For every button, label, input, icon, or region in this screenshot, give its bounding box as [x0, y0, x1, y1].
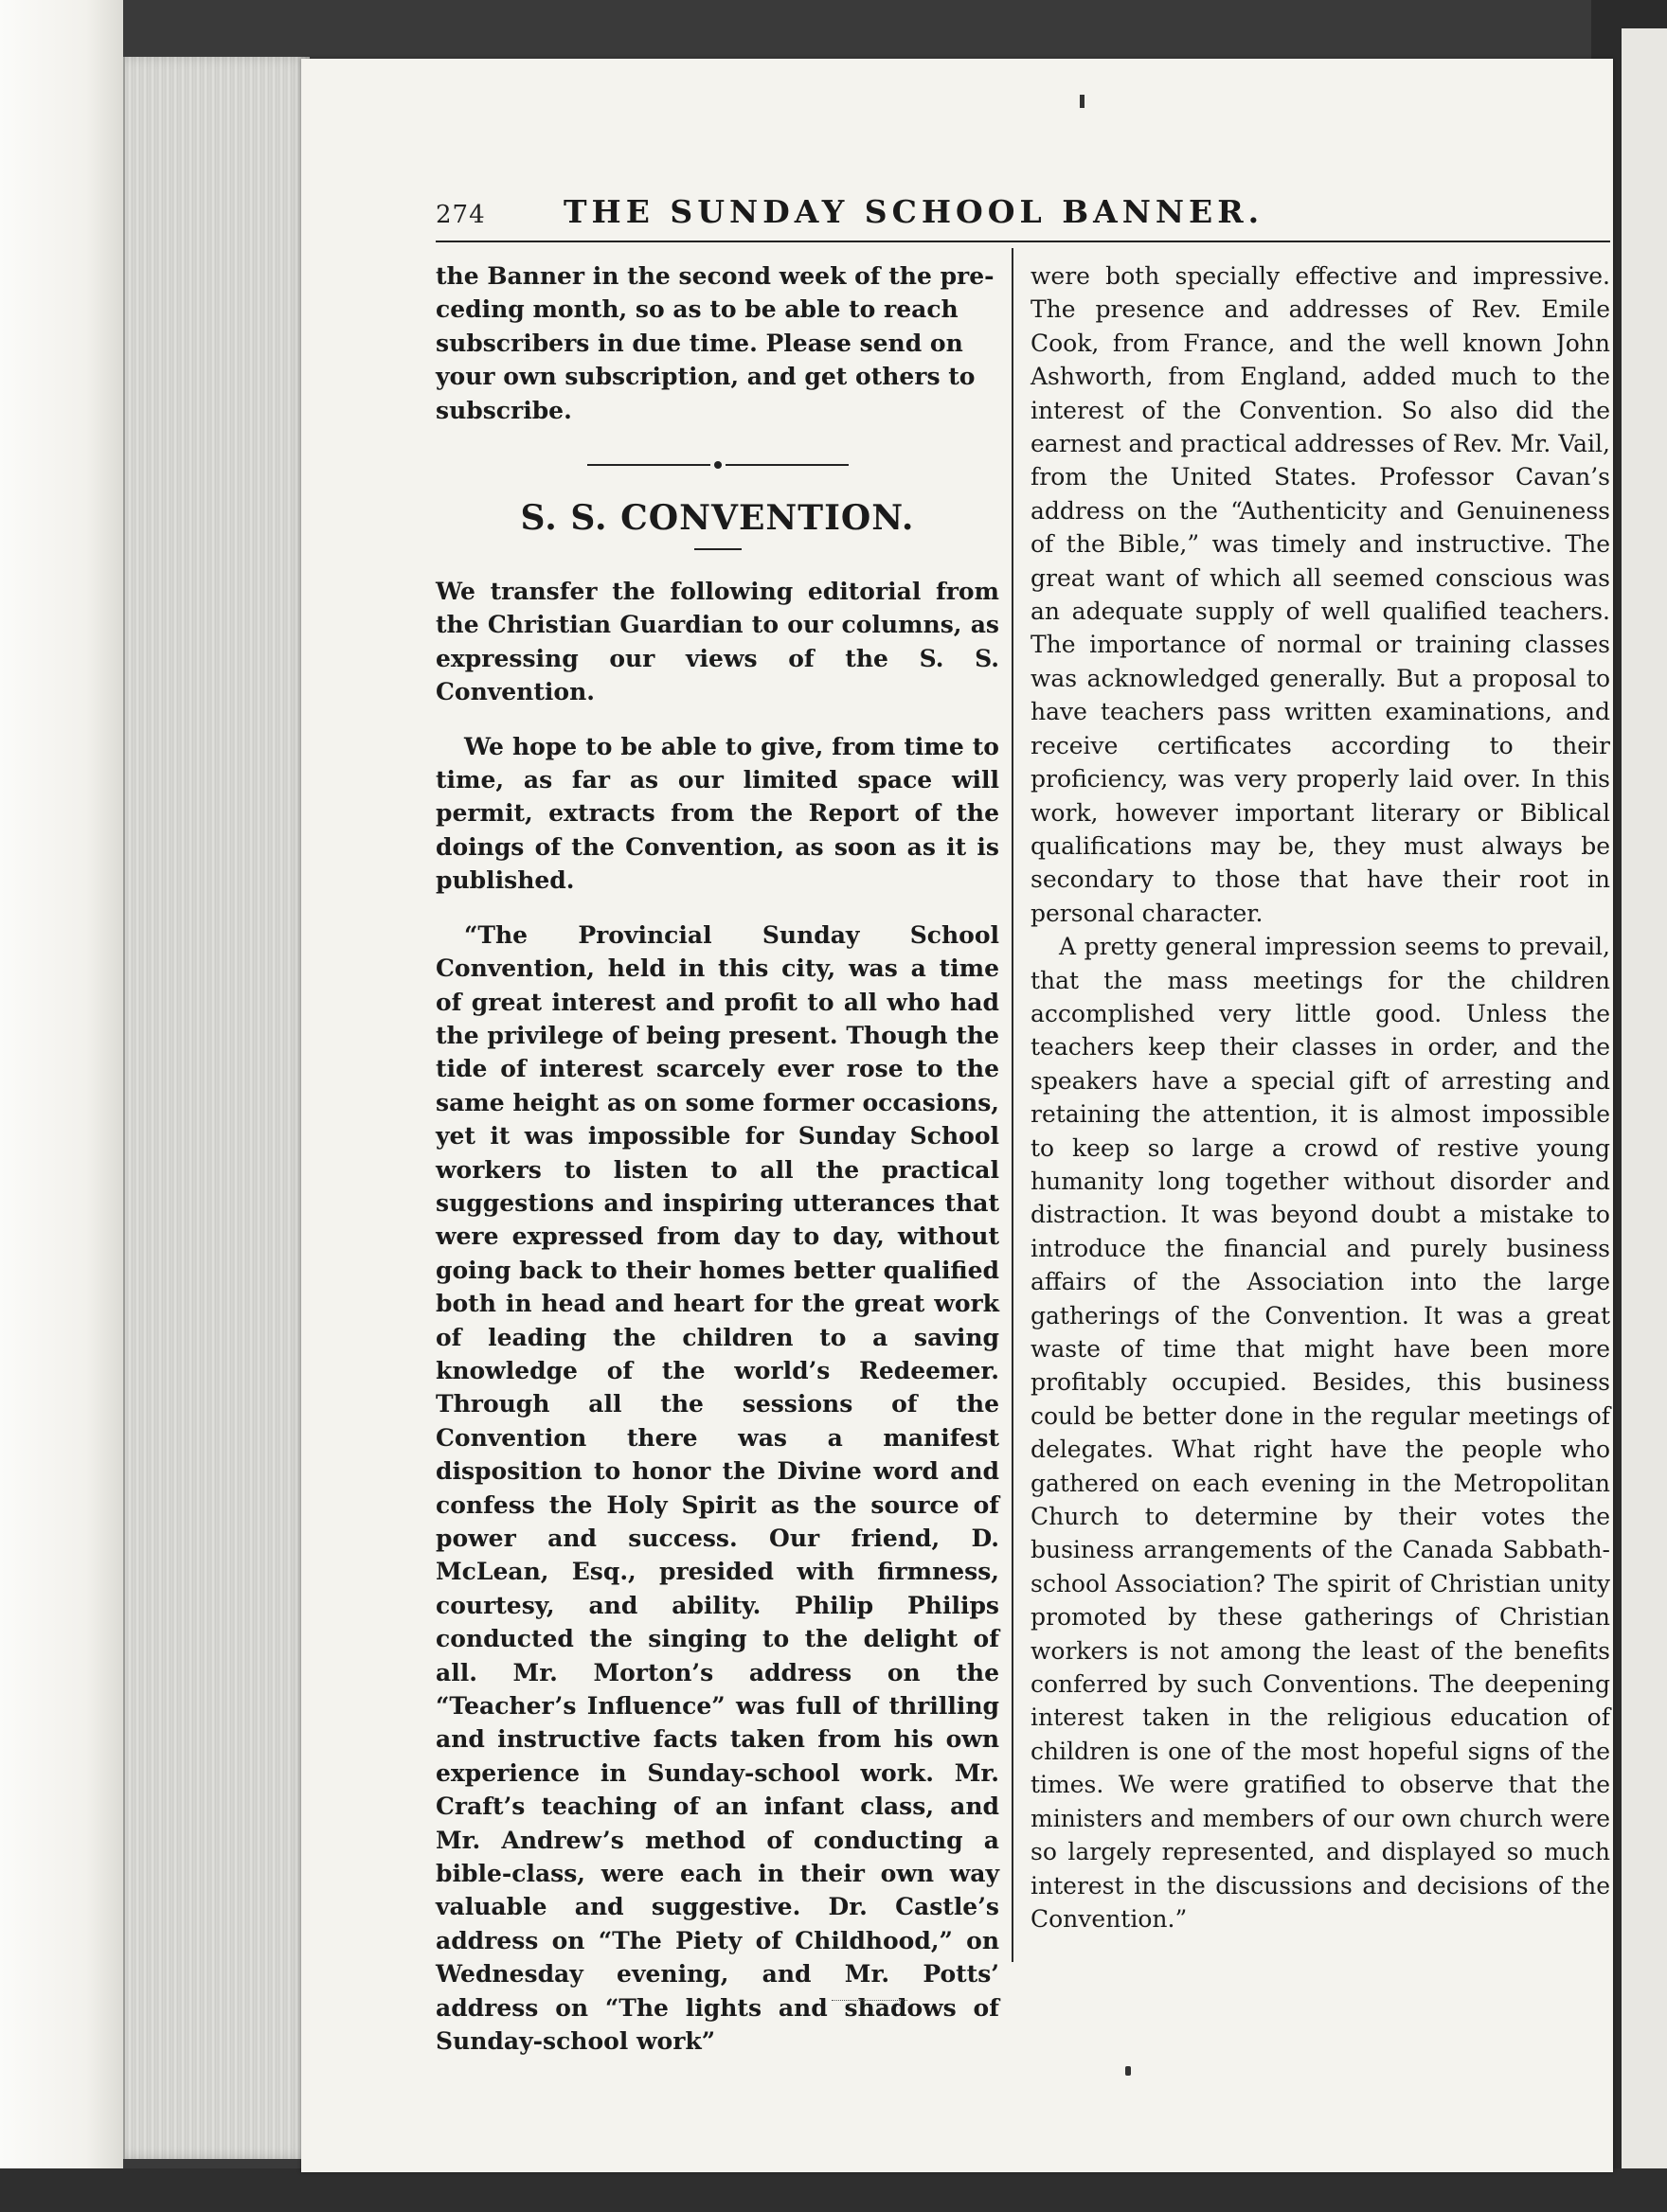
scanner-background-left: [0, 0, 123, 2212]
impression-paragraph: A pretty general impression seems to prevail, that the mass meetings for the children accomplished very little good. Unless the teachers keep their classes in order, and the speakers have a special gift of arresting and retaining the attention, it is almost impossible to keep so large a crowd of restive young humanity long together without disorder and distraction. It was beyond doubt a mistake to introduce the financial and purely business affairs of the Association into the large gatherings of the Convention. It was a great waste of time that might have been more profitably occupied. Besides, this business could be better done in the regular meetings of delegates. What right have the people who gathered on each evening in the Metropolitan Church to determine by their votes the business arrangements of the Canada Sabbath-school Association? The spirit of Christian unity promoted by these gatherings of Christian workers is not among the least of the benefits conferred by such Conventions. The deepening interest taken in the religious education of children is one of the most hopeful signs of the times. We were gratified to observe that the ministers and members of our own church were so largely represented, and displayed so much interest in the discussions and decisions of the Convention.”: [1031, 933, 1610, 1933]
hope-paragraph: We hope to be able to give, from time to time, as far as our limited space will permit, extracts from the Report of the doings of the Convention, as soon as it is published.: [436, 732, 999, 895]
transfer-paragraph: We transfer the following editorial from the Christian Guardian to our columns, as expressing our views of the S. S. Convention.: [436, 578, 999, 706]
scanner-background-bottom: [0, 2168, 1667, 2212]
bottom-dots: [832, 2000, 907, 2005]
intro-line: your own subscription, and get others to: [436, 363, 976, 391]
intro-line: the Banner in the second week of the pre-: [436, 262, 995, 290]
page-number: 274: [436, 201, 486, 229]
ink-speck: [1080, 95, 1084, 108]
continuation-paragraph: were both specially effective and impressive. The presence and addresses of Rev. Emile Cook, from France, and the well known John Ashworth, from England, added much to the interest of the Convention. So also did the earnest and practical addresses of Rev. Mr. Vail, from the United States. Professor Cavan’s address on the “Authenticity and Genuineness of the Bible,” was timely and instructive. The great want of which all seemed conscious was an adequate supply of well qualified teachers. The importance of normal or training classes was acknowledged generally. But a proposal to have teachers pass written examinations, and receive certificates according to their proficiency, was very properly laid over. In this work, however important literary or Biblical qualifications may be, they must always be secondary to those that have their root in personal character.: [1031, 262, 1610, 927]
section-heading: S. S. CONVENTION.: [520, 498, 915, 539]
ornament-dot: [714, 461, 722, 469]
column-divider: [1012, 248, 1013, 1962]
book-page: [301, 59, 1613, 2172]
ink-speck: [1125, 2066, 1131, 2076]
intro-line: subscribers in due time. Please send on: [436, 329, 963, 357]
right-column: [1031, 259, 1610, 1936]
quote-paragraph: “The Provincial Sunday School Convention, held in this city, was a time of great interest and profit to all who had the privilege of being present. Though the tide of interest scarcely ever rose to the same height as on some former occasions, yet it was impossible for Sunday School workers to listen to all the practical suggestions and inspiring utterances that were expressed from day to day, without going back to their homes better qualified both in head and heart for the great work of leading the children to a saving knowledge of the world’s Redeemer. Through all the sessions of the Convention there was a manifest disposition to honor the Divine word and confess the Holy Spirit as the source of power and success. Our friend, D. McLean, Esq., presided with firmness, courtesy, and ability. Philip Philips conducted the singing to the delight of all. Mr. Morton’s address on the “Teacher’s Influence” was full of thrilling and instructive facts taken from his own experience in Sunday-school work. Mr. Craft’s teaching of an infant class, and Mr. Andrew’s method of conducting a bible-class, were each in their own way valuable and suggestive. Dr. Castle’s address on “The Piety of Childhood,” on Wednesday evening, and Mr. Potts’ address on “The lights and shadows of Sunday-school work”: [436, 920, 999, 2056]
ornament-line: [726, 464, 849, 466]
header-rule: [436, 241, 1610, 242]
ornament-line: [587, 464, 710, 466]
intro-line: subscribe.: [436, 396, 572, 424]
intro-line: ceding month, so as to be able to reach: [436, 295, 959, 324]
book-page-edges: [123, 57, 310, 2159]
journal-title: THE SUNDAY SCHOOL BANNER.: [564, 193, 1264, 230]
next-page-edge: [1622, 28, 1667, 2206]
left-column: [436, 259, 999, 2059]
heading-rule: [694, 548, 742, 550]
section-ornament: [436, 446, 999, 465]
running-head: [436, 193, 1610, 241]
